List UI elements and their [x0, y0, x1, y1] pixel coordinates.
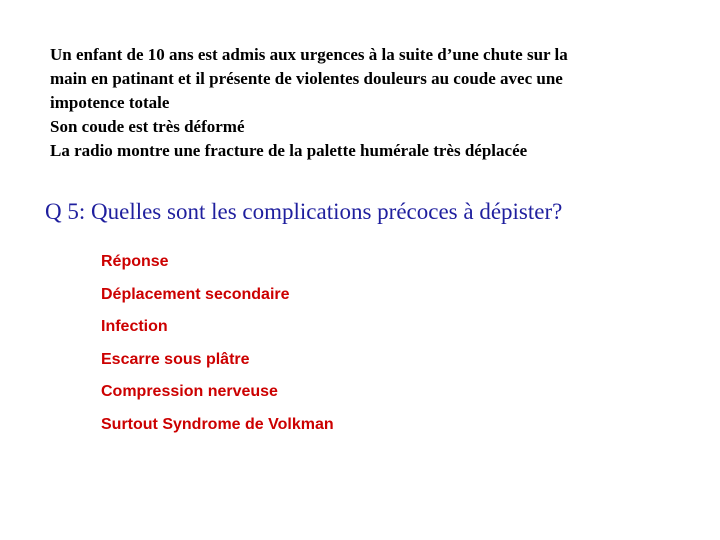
case-line: impotence totale	[50, 93, 170, 112]
answer-item: Infection	[101, 318, 168, 335]
case-line: main en patinant et il présente de violentes douleurs au coude avec une	[50, 69, 563, 88]
answer-item: Surtout Syndrome de Volkman	[101, 415, 334, 433]
answer-heading: Réponse	[101, 253, 169, 270]
answer-item: Escarre sous plâtre	[101, 350, 250, 368]
case-line: Son coude est très déformé	[50, 117, 245, 136]
question-title: Q 5: Quelles sont les complications précoces à dépister?	[45, 199, 563, 224]
answer-item: Déplacement secondaire	[101, 285, 290, 303]
answer-item: Compression nerveuse	[101, 383, 278, 400]
case-line: Un enfant de 10 ans est admis aux urgences à la suite d’une chute sur la	[50, 45, 568, 64]
case-description	[50, 43, 680, 163]
answer-list	[101, 250, 334, 445]
case-line: La radio montre une fracture de la palette humérale très déplacée	[50, 141, 528, 160]
